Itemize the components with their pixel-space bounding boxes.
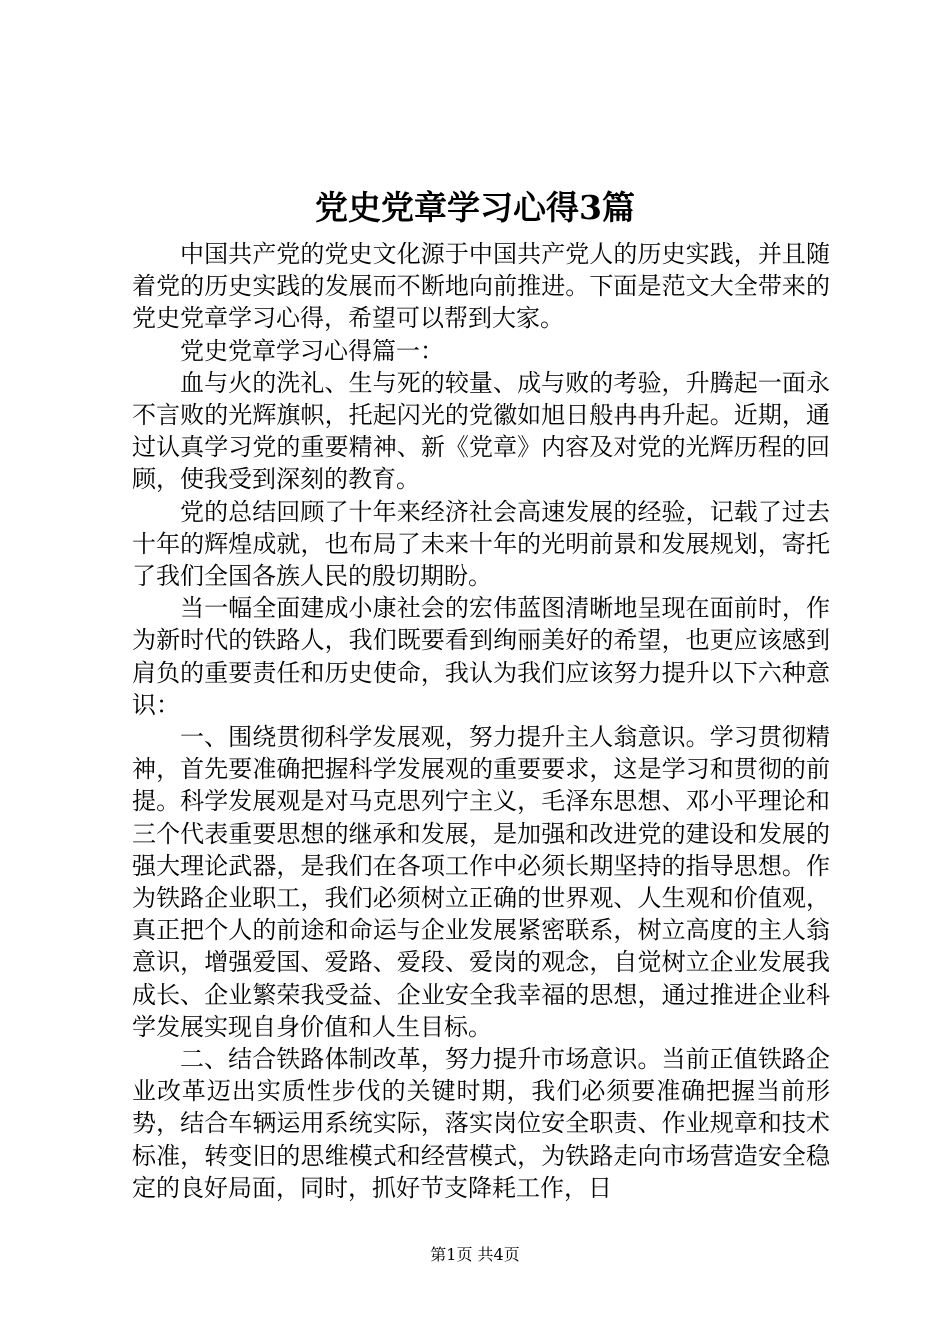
section-heading: 党史党章学习心得篇一： <box>180 336 444 365</box>
intro-paragraph: 中国共产党的党史文化源于中国共产党人的历史实践，并且随着党的历史实践的发展而不断地向前推进。下面是范文大全带来的党史党章学习心得，希望可以帮到大家。 <box>132 240 830 333</box>
document-title: 党史党章学习心得3篇 <box>315 188 635 227</box>
body-paragraph: 一、围绕贯彻科学发展观，努力提升主人翁意识。学习贯彻精神，首先要准确把握科学发展观的重要要求，这是学习和贯彻的前提。科学发展观是对马克思列宁主义，毛泽东思想、邓小平理论和三个代表重要思想的继承和发展，是加强和改进党的建设和发展的强大理论武器，是我们在各项工作中必须长期坚持的指导思想。作为铁路企业职工，我们必须树立正确的世界观、人生观和价值观，真正把个人的前途和命运与企业发展紧密联系，树立高度的主人翁意识，增强爱国、爱路、爱段、爱岗的观念，自觉树立企业发展我成长、企业繁荣我受益、企业安全我幸福的思想，通过推进企业科学发展实现自身价值和人生目标。 <box>132 723 830 1041</box>
body-paragraph: 当一幅全面建成小康社会的宏伟蓝图清晰地呈现在面前时，作为新时代的铁路人，我们既要看到绚丽美好的希望，也更应该感到肩负的重要责任和历史使命，我认为我们应该努力提升以下六种意识： <box>132 594 830 719</box>
page-footer: 第1页 共4页 <box>430 1245 520 1264</box>
body-paragraph: 二、结合铁路体制改革，努力提升市场意识。当前正值铁路企业改革迈出实质性步伐的关键时期，我们必须要准确把握当前形势，结合车辆运用系统实际，落实岗位安全职责、作业规章和技术标准，转变旧的思维模式和经营模式，为铁路走向市场营造安全稳定的良好局面，同时，抓好节支降耗工作，日 <box>132 1045 830 1202</box>
body-paragraph: 血与火的洗礼、生与死的较量、成与败的考验，升腾起一面永不言败的光辉旗帜，托起闪光的党徽如旭日般冉冉升起。近期，通过认真学习党的重要精神、新《党章》内容及对党的光辉历程的回顾，使我受到深刻的教育。 <box>132 368 830 494</box>
document-body <box>132 238 830 1204</box>
body-paragraph: 党的总结回顾了十年来经济社会高速发展的经验，记载了过去十年的辉煌成就，也布局了未来十年的光明前景和发展规划，寄托了我们全国各族人民的殷切期盼。 <box>132 497 830 591</box>
